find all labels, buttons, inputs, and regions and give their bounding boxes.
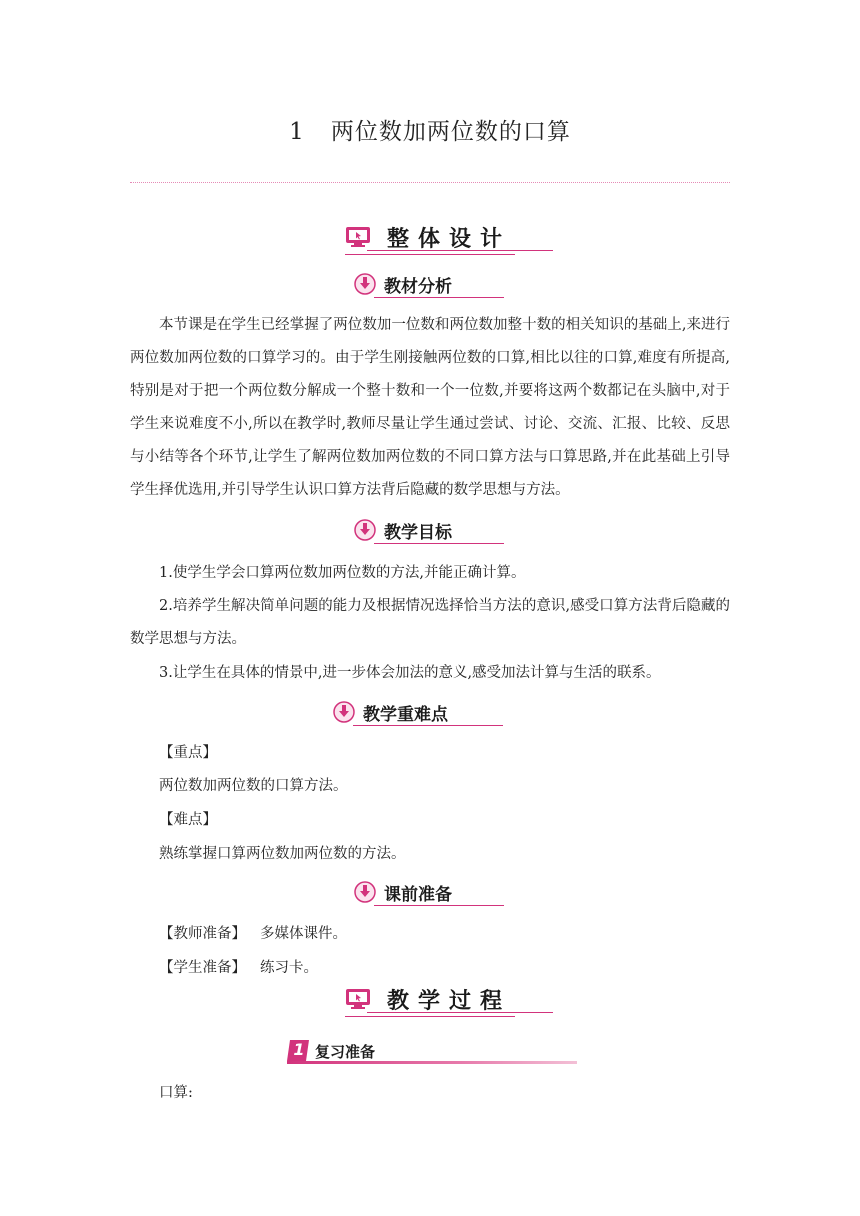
title-divider (130, 182, 730, 183)
header-underline (367, 1012, 553, 1013)
section-title: 教学过程 (387, 989, 512, 1014)
objective-item: 1.使学生学会口算两位数加两位数的方法,并能正确计算。 (159, 565, 526, 581)
header-underline (367, 250, 553, 251)
header-underline (353, 725, 503, 726)
subsection-title: 教学目标 (384, 523, 452, 543)
step-number: 1 (293, 1040, 305, 1059)
oral-calc-label: 口算: (159, 1085, 193, 1101)
download-arrow-icon (333, 701, 355, 723)
step-underline (287, 1061, 577, 1064)
header-underline (374, 297, 504, 298)
subsection-title: 教学重难点 (363, 705, 448, 725)
section-title: 整体设计 (387, 227, 512, 252)
student-prep (159, 958, 318, 978)
subsection-material-analysis (354, 272, 514, 302)
subsection-preparation (354, 880, 514, 910)
teacher-prep-label: 【教师准备】 (159, 926, 246, 942)
header-underline (345, 254, 515, 255)
header-underline (374, 543, 504, 544)
teacher-prep (159, 924, 347, 944)
download-arrow-icon (354, 273, 376, 295)
step-title: 复习准备 (315, 1043, 376, 1061)
focus-label: 【重点】 (159, 745, 217, 761)
monitor-icon (345, 226, 371, 248)
difficulty-text: 熟练掌握口算两位数加两位数的方法。 (159, 846, 406, 862)
subsection-title: 课前准备 (384, 885, 452, 905)
section-teaching-process (345, 986, 545, 1022)
lesson-number: 1 (289, 119, 305, 145)
focus-text: 两位数加两位数的口算方法。 (159, 778, 348, 794)
lesson-title: 两位数加两位数的口算 (330, 119, 571, 145)
student-prep-label: 【学生准备】 (159, 960, 246, 976)
subsection-key-points (333, 700, 513, 730)
material-analysis-paragraph: 本节课是在学生已经掌握了两位数加一位数和两位数加整十数的相关知识的基础上,来进行两位数加两位数的口算学习的。由于学生刚接触两位数的口算,相比以往的口算,难度有所提高,特别是对于把一个两位数分解成一个整十数和一个一位数,并要将这两个数都记在头脑中,对于学生来说难度不小,所以在教学时,教师尽量让学生通过尝试、讨论、交流、汇报、比较、反思与小结等各个环节,让学生了解两位数加两位数的不同口算方法与口算思路,并在此基础上引导学生择优选用,并引导学生认识口算方法背后隐藏的数学思想与方法。 (130, 317, 731, 498)
page-title (0, 113, 860, 146)
subsection-title: 教材分析 (384, 277, 452, 297)
monitor-icon (345, 988, 371, 1010)
step-review-prep (287, 1040, 579, 1070)
subsection-objectives (354, 518, 514, 548)
section-overall-design (345, 224, 545, 260)
download-arrow-icon (354, 881, 376, 903)
objective-item: 3.让学生在具体的情景中,进一步体会加法的意义,感受加法计算与生活的联系。 (159, 665, 661, 681)
student-prep-text: 练习卡。 (260, 960, 318, 976)
header-underline (374, 905, 504, 906)
difficulty-label: 【难点】 (159, 812, 217, 828)
teacher-prep-text: 多媒体课件。 (260, 926, 347, 942)
objective-item: 2.培养学生解决简单问题的能力及根据情况选择恰当方法的意识,感受口算方法背后隐藏的数学思想与方法。 (130, 598, 730, 647)
download-arrow-icon (354, 519, 376, 541)
header-underline (345, 1016, 515, 1017)
